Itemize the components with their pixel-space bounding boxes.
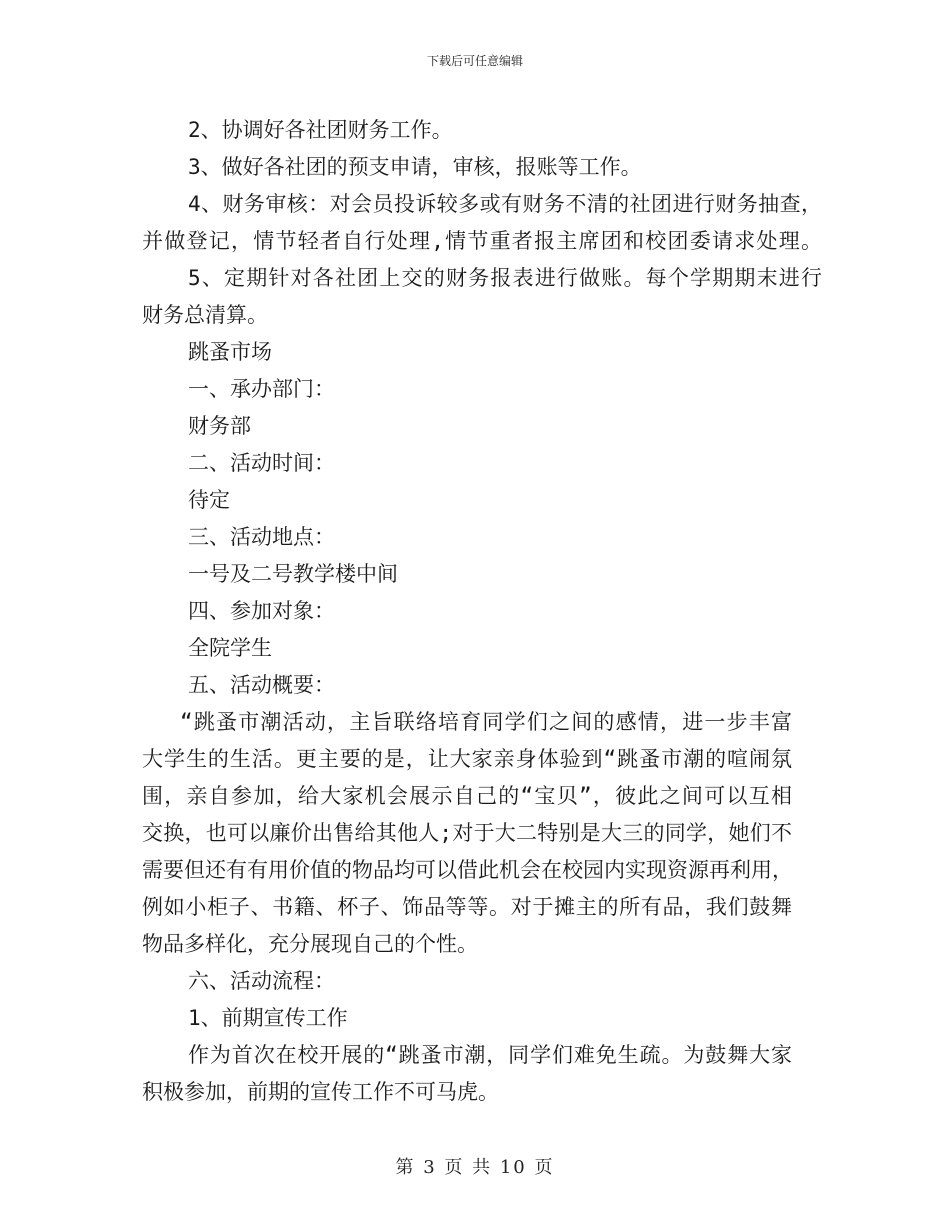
- page-header: 下载后可任意编辑: [426, 54, 523, 68]
- text-line: 需要但还有有用价值的物品均可以借此机会在校园内实现资源再利用，: [142, 858, 793, 882]
- text-line: 四、参加对象：: [188, 599, 335, 623]
- text-line: “跳蚤市潮活动，主旨联络培育同学们之间的感情，进一步丰富: [180, 710, 792, 734]
- text-line: 全院学生: [188, 636, 272, 660]
- text-line: 财务部: [188, 414, 251, 438]
- text-line: 一、承办部门：: [188, 377, 335, 401]
- text-line: 作为首次在校开展的“跳蚤市潮，同学们难免生疏。为鼓舞大家: [188, 1043, 792, 1067]
- text-line: 积极参加，前期的宣传工作不可马虎。: [142, 1080, 499, 1104]
- text-line: 财务总清算。: [142, 303, 268, 327]
- section-title: 跳蚤市场: [188, 340, 272, 364]
- text-line: 交换，也可以廉价出售给其他人;对于大二特别是大三的同学，她们不: [142, 821, 792, 845]
- text-line: 六、活动流程：: [188, 969, 335, 993]
- text-line: 一号及二号教学楼中间: [188, 562, 398, 586]
- text-line: 围，亲自参加，给大家机会展示自己的“宝贝”，彼此之间可以互相: [142, 784, 792, 808]
- text-line: 大学生的生活。更主要的是，让大家亲身体验到“跳蚤市潮的喧闹氛: [142, 747, 792, 771]
- text-line: 物品多样化，充分展现自己的个性。: [142, 932, 478, 956]
- text-line: 例如小柜子、书籍、杯子、饰品等等。对于摊主的所有品，我们鼓舞: [142, 895, 792, 919]
- text-line: 5、定期针对各社团上交的财务报表进行做账。每个学期期末进行: [188, 266, 822, 290]
- text-line: 待定: [188, 488, 230, 512]
- page-number: 第 3 页 共 10 页: [395, 1157, 555, 1178]
- text-line: 五、活动概要：: [188, 673, 335, 697]
- text-line: 并做登记，情节轻者自行处理,情节重者报主席团和校团委请求处理。: [142, 229, 822, 253]
- text-line: 4、财务审核：对会员投诉较多或有财务不清的社团进行财务抽查，: [188, 192, 822, 216]
- text-line: 3、做好各社团的预支申请，审核，报账等工作。: [188, 155, 642, 179]
- text-line: 二、活动时间：: [188, 451, 335, 475]
- document-body: [142, 112, 822, 1111]
- text-line: 1、前期宣传工作: [188, 1006, 348, 1030]
- text-line: 三、活动地点：: [188, 525, 335, 549]
- text-line: 2、协调好各社团财务工作。: [188, 118, 453, 142]
